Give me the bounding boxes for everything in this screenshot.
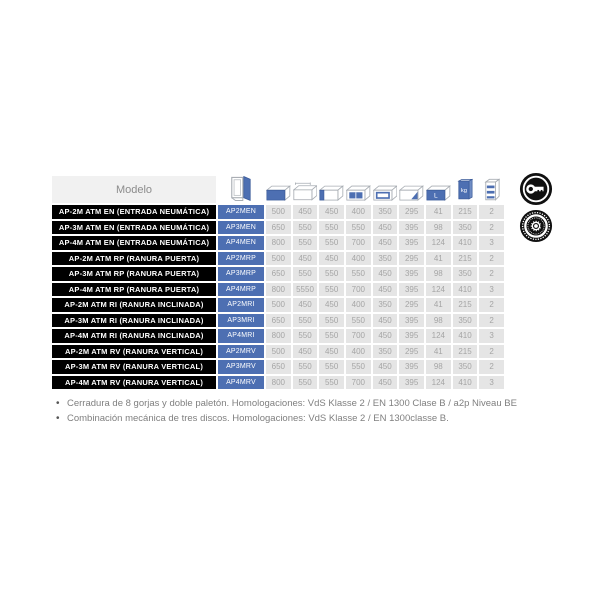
table-row — [52, 236, 504, 250]
value-cell: 450 — [319, 298, 344, 312]
value-cell: 2 — [479, 267, 504, 281]
value-cell: 350 — [453, 314, 478, 328]
note-item: • Cerradura de 8 gorjas y doble paletón. Homologaciones: VdS Klasse 2 / EN 1300 Clase B / a2p Niveau BE — [55, 396, 555, 411]
table-row — [52, 205, 504, 219]
value-cell: 41 — [426, 345, 451, 359]
value-cell: 295 — [399, 252, 424, 266]
value-cell: 350 — [453, 221, 478, 235]
value-cell: 350 — [453, 360, 478, 374]
combination-dial-icon — [519, 209, 553, 243]
volume-letter: L — [434, 192, 438, 200]
value-cell: 295 — [399, 298, 424, 312]
value-cell: 295 — [399, 205, 424, 219]
model-name-cell: AP-3M ATM RI (RANURA INCLINADA) — [52, 314, 216, 328]
value-cell: 550 — [293, 221, 318, 235]
value-cell: 395 — [399, 267, 424, 281]
table-body — [52, 205, 504, 389]
value-cell: 215 — [453, 345, 478, 359]
value-cell: 410 — [453, 283, 478, 297]
value-cell: 124 — [426, 236, 451, 250]
value-cell: 650 — [266, 360, 291, 374]
model-code-cell: AP4MRI — [218, 329, 264, 343]
value-cell: 550 — [293, 314, 318, 328]
value-cell: 2 — [479, 205, 504, 219]
model-name-cell: AP-4M ATM RP (RANURA PUERTA) — [52, 283, 216, 297]
volume-liters-icon — [426, 176, 451, 203]
value-cell: 450 — [373, 221, 398, 235]
model-code-cell: AP2MEN — [218, 205, 264, 219]
value-cell: 395 — [399, 236, 424, 250]
value-cell: 550 — [319, 267, 344, 281]
value-cell: 410 — [453, 376, 478, 390]
notes-list — [55, 396, 555, 426]
interior-width-icon — [373, 176, 398, 203]
value-cell: 3 — [479, 376, 504, 390]
value-cell: 450 — [293, 252, 318, 266]
value-cell: 41 — [426, 298, 451, 312]
value-cell: 450 — [319, 205, 344, 219]
value-cell: 3 — [479, 283, 504, 297]
value-cell: 450 — [373, 329, 398, 343]
model-code-cell: AP2MRP — [218, 252, 264, 266]
value-cell: 550 — [319, 314, 344, 328]
model-code-cell: AP3MRP — [218, 267, 264, 281]
value-cell: 450 — [293, 205, 318, 219]
table-row — [52, 283, 504, 297]
value-cell: 2 — [479, 360, 504, 374]
value-cell: 700 — [346, 283, 371, 297]
value-cell: 450 — [373, 283, 398, 297]
value-cell: 700 — [346, 236, 371, 250]
table-row — [52, 360, 504, 374]
model-name-cell: AP-2M ATM RP (RANURA PUERTA) — [52, 252, 216, 266]
table-row — [52, 298, 504, 312]
model-code-cell: AP2MRI — [218, 298, 264, 312]
table-row — [52, 267, 504, 281]
key-lock-icon — [519, 172, 553, 206]
value-cell: 395 — [399, 329, 424, 343]
value-cell: 2 — [479, 345, 504, 359]
table-header-row — [52, 176, 504, 203]
value-cell: 650 — [266, 267, 291, 281]
value-cell: 295 — [399, 345, 424, 359]
value-cell: 500 — [266, 345, 291, 359]
table-row — [52, 252, 504, 266]
value-cell: 700 — [346, 329, 371, 343]
value-cell: 350 — [373, 345, 398, 359]
value-cell: 41 — [426, 252, 451, 266]
value-cell: 550 — [346, 314, 371, 328]
value-cell: 650 — [266, 314, 291, 328]
table-row — [52, 376, 504, 390]
model-code-cell: AP4MRV — [218, 376, 264, 390]
value-cell: 395 — [399, 221, 424, 235]
value-cell: 550 — [319, 329, 344, 343]
value-cell: 800 — [266, 236, 291, 250]
value-cell: 450 — [319, 345, 344, 359]
value-cell: 400 — [346, 298, 371, 312]
value-cell: 500 — [266, 298, 291, 312]
value-cell: 395 — [399, 283, 424, 297]
value-cell: 450 — [373, 360, 398, 374]
value-cell: 550 — [319, 283, 344, 297]
value-cell: 215 — [453, 298, 478, 312]
value-cell: 450 — [373, 236, 398, 250]
model-code-cell: AP4MEN — [218, 236, 264, 250]
value-cell: 3 — [479, 236, 504, 250]
model-code-cell: AP3MEN — [218, 221, 264, 235]
model-code-cell: AP4MRP — [218, 283, 264, 297]
value-cell: 800 — [266, 329, 291, 343]
value-cell: 550 — [293, 236, 318, 250]
value-cell: 450 — [319, 252, 344, 266]
value-cell: 450 — [293, 345, 318, 359]
value-cell: 650 — [266, 221, 291, 235]
value-cell: 550 — [319, 376, 344, 390]
value-cell: 550 — [346, 267, 371, 281]
value-cell: 2 — [479, 298, 504, 312]
exterior-depth-icon — [319, 176, 344, 203]
value-cell: 450 — [373, 376, 398, 390]
footnotes — [55, 396, 555, 426]
model-code-cell: AP3MRV — [218, 360, 264, 374]
safe-door-icon — [218, 176, 264, 203]
value-cell: 450 — [373, 314, 398, 328]
table-row — [52, 314, 504, 328]
value-cell: 395 — [399, 376, 424, 390]
interior-depth-icon — [399, 176, 424, 203]
lock-badges — [519, 172, 553, 243]
value-cell: 550 — [319, 360, 344, 374]
value-cell: 350 — [373, 205, 398, 219]
value-cell: 400 — [346, 252, 371, 266]
value-cell: 41 — [426, 205, 451, 219]
value-cell: 550 — [293, 376, 318, 390]
value-cell: 450 — [293, 298, 318, 312]
value-cell: 410 — [453, 236, 478, 250]
value-cell: 124 — [426, 283, 451, 297]
modelo-column-header: Modelo — [52, 176, 216, 203]
value-cell: 550 — [346, 360, 371, 374]
value-cell: 98 — [426, 221, 451, 235]
kg-label: kg — [460, 188, 467, 195]
table-row — [52, 221, 504, 235]
value-cell: 800 — [266, 376, 291, 390]
value-cell: 395 — [399, 360, 424, 374]
weight-kg-icon — [453, 176, 478, 203]
value-cell: 550 — [319, 236, 344, 250]
model-name-cell: AP-4M ATM RI (RANURA INCLINADA) — [52, 329, 216, 343]
value-cell: 2 — [479, 314, 504, 328]
value-cell: 215 — [453, 252, 478, 266]
value-cell: 98 — [426, 360, 451, 374]
value-cell: 500 — [266, 205, 291, 219]
table-row — [52, 345, 504, 359]
model-name-cell: AP-3M ATM EN (ENTRADA NEUMÁTICA) — [52, 221, 216, 235]
model-name-cell: AP-2M ATM RV (RANURA VERTICAL) — [52, 345, 216, 359]
table-row — [52, 329, 504, 343]
shelves-icon — [479, 176, 504, 203]
value-cell: 2 — [479, 252, 504, 266]
value-cell: 350 — [373, 298, 398, 312]
model-name-cell: AP-3M ATM RP (RANURA PUERTA) — [52, 267, 216, 281]
value-cell: 550 — [319, 221, 344, 235]
value-cell: 450 — [373, 267, 398, 281]
value-cell: 400 — [346, 205, 371, 219]
exterior-width-icon — [293, 176, 318, 203]
model-name-cell: AP-4M ATM RV (RANURA VERTICAL) — [52, 376, 216, 390]
value-cell: 98 — [426, 267, 451, 281]
interior-height-icon — [346, 176, 371, 203]
value-cell: 550 — [293, 329, 318, 343]
spec-table — [52, 176, 504, 391]
model-code-cell: AP3MRI — [218, 314, 264, 328]
value-cell: 550 — [293, 267, 318, 281]
note-item: • Combinación mecánica de tres discos. Homologaciones: VdS Klasse 2 / EN 1300classe B. — [55, 411, 555, 426]
model-name-cell: AP-2M ATM RI (RANURA INCLINADA) — [52, 298, 216, 312]
value-cell: 124 — [426, 329, 451, 343]
value-cell: 124 — [426, 376, 451, 390]
value-cell: 5550 — [293, 283, 318, 297]
model-name-cell: AP-3M ATM RV (RANURA VERTICAL) — [52, 360, 216, 374]
value-cell: 550 — [293, 360, 318, 374]
exterior-height-icon — [266, 176, 291, 203]
value-cell: 700 — [346, 376, 371, 390]
value-cell: 2 — [479, 221, 504, 235]
value-cell: 350 — [453, 267, 478, 281]
value-cell: 500 — [266, 252, 291, 266]
value-cell: 350 — [373, 252, 398, 266]
value-cell: 395 — [399, 314, 424, 328]
value-cell: 3 — [479, 329, 504, 343]
value-cell: 400 — [346, 345, 371, 359]
model-code-cell: AP2MRV — [218, 345, 264, 359]
value-cell: 215 — [453, 205, 478, 219]
model-name-cell: AP-4M ATM EN (ENTRADA NEUMÁTICA) — [52, 236, 216, 250]
value-cell: 410 — [453, 329, 478, 343]
value-cell: 800 — [266, 283, 291, 297]
value-cell: 550 — [346, 221, 371, 235]
value-cell: 98 — [426, 314, 451, 328]
model-name-cell: AP-2M ATM EN (ENTRADA NEUMÁTICA) — [52, 205, 216, 219]
